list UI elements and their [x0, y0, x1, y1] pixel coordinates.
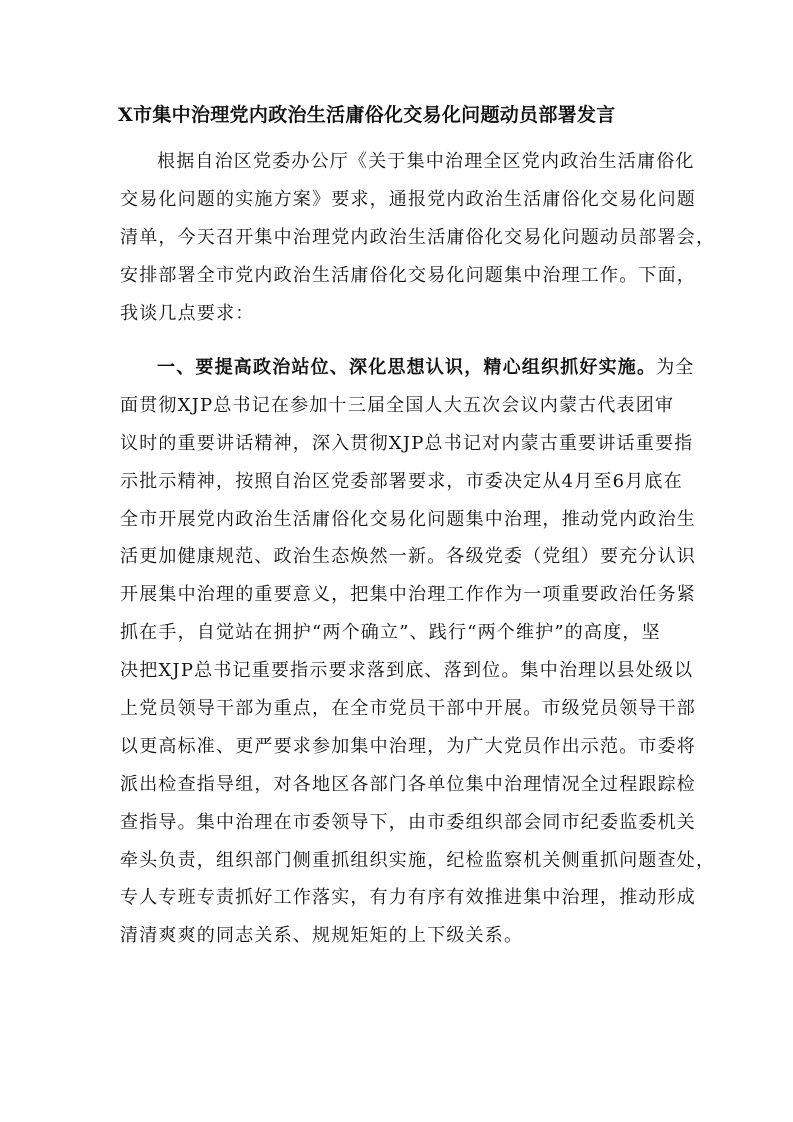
section-1-line: 决把XJP总书记重要指示要求落到底、落到位。集中治理以县处级以: [120, 660, 694, 682]
intro-line: 清单，今天召开集中治理党内政治生活庸俗化交易化问题动员部署会，: [120, 226, 716, 248]
section-1-line: 开展集中治理的重要意义，把集中治理工作作为一项重要政治任务紧: [120, 584, 696, 606]
section-1-line: 示批示精神，按照自治区党委部署要求，市委决定从4月至6月底在: [120, 470, 683, 492]
section-1-line: 清清爽爽的同志关系、规规矩矩的上下级关系。: [120, 925, 524, 947]
intro-line: 根据自治区党委办公厅《关于集中治理全区党内政治生活庸俗化: [157, 151, 695, 172]
section-1-line: 牵头负责，组织部门侧重抓组织实施，纪检监察机关侧重抓问题查处，: [120, 849, 716, 871]
section-1-line: 以更高标准、更严要求参加集中治理，为广大党员作出示范。市委将: [120, 735, 696, 757]
intro-line: 安排部署全市党内政治生活庸俗化交易化问题集中治理工作。下面，: [120, 264, 696, 286]
section-1-first-line-rest: 为全: [656, 357, 695, 378]
section-1-line: 全市开展党内政治生活庸俗化交易化问题集中治理，推动党内政治生: [120, 508, 696, 530]
intro-line: 我谈几点要求：: [120, 302, 255, 324]
document-title: X市集中治理党内政治生活庸俗化交易化问题动员部署发言: [118, 104, 616, 126]
section-1-line: 查指导。集中治理在市委领导下，由市委组织部会同市纪委监委机关: [120, 811, 696, 833]
section-1-line: 面贯彻XJP总书记在参加十三届全国人大五次会议内蒙古代表团审: [120, 394, 675, 416]
section-1-line: 派出检查指导组，对各地区各部门各单位集中治理情况全过程跟踪检: [120, 773, 696, 795]
section-1-line: 抓在手，自觉站在拥护“两个确立”、践行“两个维护”的高度，坚: [120, 622, 661, 644]
section-1-line: 上党员领导干部为重点，在全市党员干部中开展。市级党员领导干部: [120, 698, 696, 720]
intro-paragraph: [120, 143, 716, 332]
section-1-first-line: [120, 349, 695, 387]
section-1-heading: 一、要提高政治站位、深化思想认识，精心组织抓好实施。: [157, 357, 657, 378]
section-1-line: 专人专班专责抓好工作落实，有力有序有效推进集中治理，推动形成: [120, 887, 696, 909]
section-1-paragraph: [120, 349, 716, 955]
section-1-line: 活更加健康规范、政治生态焕然一新。各级党委（党组）要充分认识: [120, 546, 696, 568]
section-1-line: 议时的重要讲话精神，深入贯彻XJP总书记对内蒙古重要讲话重要指: [120, 432, 694, 454]
intro-line: 交易化问题的实施方案》要求，通报党内政治生活庸俗化交易化问题: [120, 188, 696, 210]
